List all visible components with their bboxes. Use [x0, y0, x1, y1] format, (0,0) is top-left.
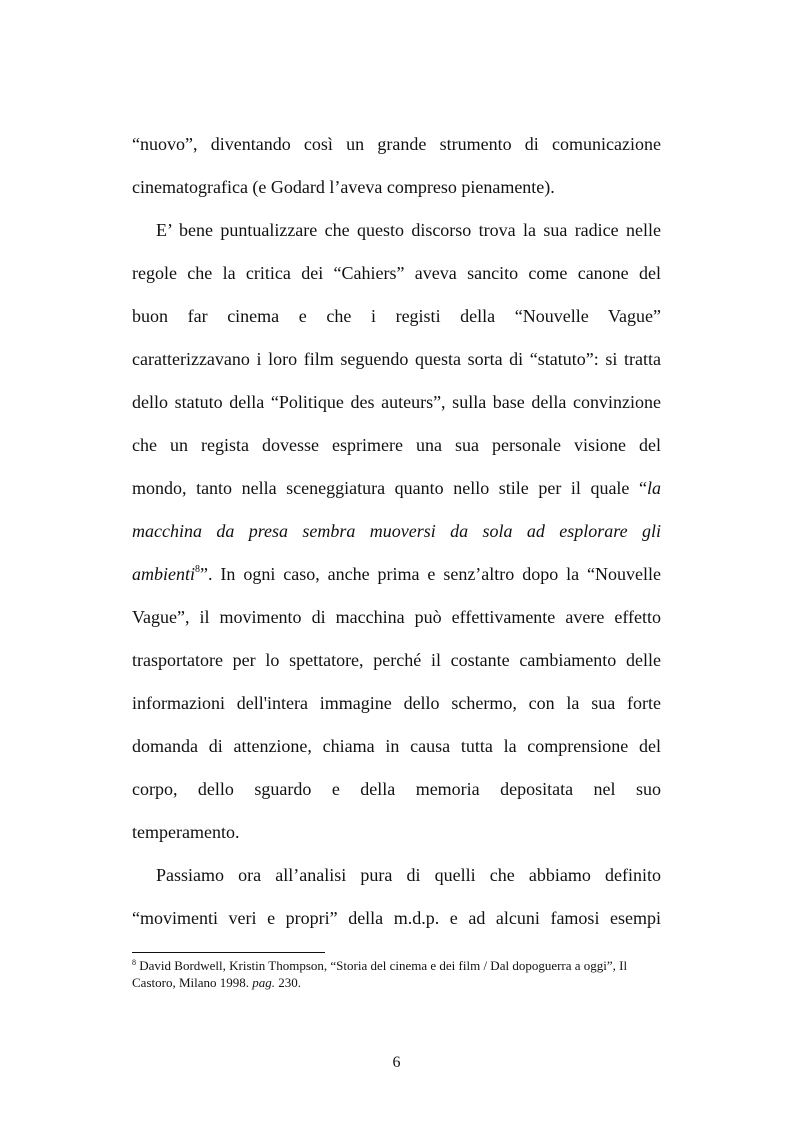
footnote-text-2c: 230. — [278, 975, 301, 990]
body-line-17: temperamento. — [132, 822, 240, 842]
body-line-5: buon far cinema e che i registi della “Nouvelle Vague” — [132, 306, 661, 326]
footnote-separator — [132, 952, 325, 953]
footnote-line-1 — [132, 958, 672, 974]
body-line-3: E’ bene puntualizzare che questo discorso trova la sua radice nelle — [156, 220, 661, 240]
body-line-6: caratterizzavano i loro film seguendo questa sorta di “statuto”: si tratta — [132, 349, 661, 369]
body-line-11-text: ”. In ogni caso, anche prima e senz’altro dopo la “Nouvelle — [200, 564, 661, 584]
footnote-text-2b: pag. — [252, 975, 275, 990]
body-line-2: cinematografica (e Godard l’aveva compreso pienamente). — [132, 177, 555, 197]
body-line-7: dello statuto della “Politique des auteurs”, sulla base della convinzione — [132, 392, 661, 412]
body-line-1: “nuovo”, diventando così un grande strumento di comunicazione — [132, 134, 661, 154]
quote-italic-start: la — [646, 478, 661, 498]
body-line-12: Vague”, il movimento di macchina può effettivamente avere effetto — [132, 607, 661, 627]
body-line-15: domanda di attenzione, chiama in causa tutta la comprensione del — [132, 736, 661, 756]
body-line-13: trasportatore per lo spettatore, perché il costante cambiamento delle — [132, 650, 661, 670]
footnote-number: 8 — [132, 958, 136, 967]
quote-italic-end: ambienti — [132, 564, 195, 584]
body-line-10 — [132, 520, 661, 542]
footnote-text-1: David Bordwell, Kristin Thompson, “Storia del cinema e dei film / Dal dopoguerra a oggi”, Il — [139, 958, 628, 973]
body-line-18: Passiamo ora all’analisi pura di quelli che abbiamo definito — [156, 865, 661, 885]
footnote-ref: 8 — [195, 564, 200, 575]
body-line-11 — [132, 563, 661, 585]
body-line-8: che un regista dovesse esprimere una sua personale visione del — [132, 435, 661, 455]
body-line-14: informazioni dell'intera immagine dello schermo, con la sua forte — [132, 693, 661, 713]
body-line-16: corpo, dello sguardo e della memoria depositata nel suo — [132, 779, 661, 799]
page-number: 6 — [392, 1054, 401, 1071]
body-line-9-text: mondo, tanto nella sceneggiatura quanto nello stile per il quale “ — [132, 478, 647, 498]
quote-italic-line: macchina da presa sembra muoversi da sola ad esplorare gli — [132, 521, 661, 541]
body-line-19: “movimenti veri e propri” della m.d.p. e ad alcuni famosi esempi — [132, 908, 661, 928]
footnote-text-2a: Castoro, Milano 1998. — [132, 975, 249, 990]
body-line-9 — [132, 477, 661, 499]
body-line-4: regole che la critica dei “Cahiers” aveva sancito come canone del — [132, 263, 661, 283]
footnote-line-2 — [132, 975, 672, 991]
